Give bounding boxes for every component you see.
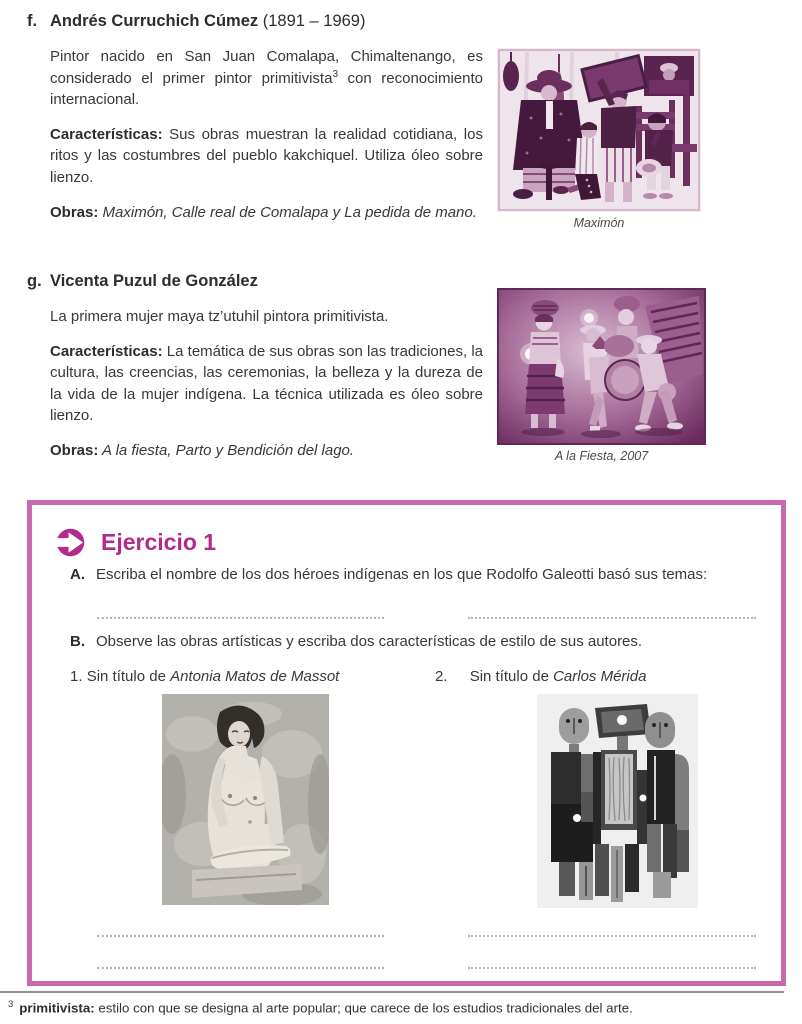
exercise-header [55,527,216,558]
artwork-artist-name: Carlos Mérida [553,668,647,685]
answer-line [468,967,756,969]
footnote-divider [0,991,784,993]
bio-caracteristicas-paragraph [50,341,483,427]
item-a-letter: A. [70,566,85,583]
bio-obras-paragraph [50,202,483,224]
item-b-letter: B. [70,633,85,650]
bio-intro-text-end: con reconocimiento internacional. [50,69,483,109]
matos-nude-painting-image [162,694,329,905]
bio-obras-paragraph [50,440,483,462]
figure-caption: Maximón [573,216,625,230]
item-b-text: Observe las obras artísticas y escriba dos características de estilo de sus autores. [96,633,643,650]
footnote-term: primitivista: [19,1000,95,1016]
artist-name: Andrés Curruchich Cúmez [50,12,259,30]
exercise-item-b [70,632,758,652]
section-g-heading [27,272,483,291]
arrow-right-circle-icon [55,527,86,558]
exercise-box [27,500,786,986]
caracteristicas-text: La temática de sus obras son las tradiciones, la cultura, las creencias, las ceremonias, la belleza y la dureza de la vida de la mujer indígena. La técnica utilizada es óleo sobre lienzo. [50,342,483,425]
artist-dates: (1891 – 1969) [262,12,366,30]
obras-label: Obras: [50,203,99,221]
artwork-title-text: Sin título de [469,668,549,685]
figure-caption: A la Fiesta, 2007 [554,449,649,463]
artwork-item-2 [435,668,646,685]
artwork-number: 2. [435,668,448,685]
section-letter: f. [27,12,38,30]
bio-intro-paragraph [50,46,483,111]
artwork-number: 1. [70,668,83,685]
caracteristicas-label: Características: [50,342,163,360]
footnote [8,999,633,1015]
artist-name: Vicenta Puzul de González [50,272,258,290]
artwork-title-text: Sin título de [86,668,166,685]
artwork-item-1 [70,668,339,685]
bio-intro-text: La primera mujer maya tz’utuhil pintora primitivista. [50,308,389,325]
footnote-reference: 3 [332,68,338,80]
exercise-title: Ejercicio 1 [101,529,217,555]
obras-list: Maximón, Calle real de Comalapa y La pedida de mano. [98,203,477,221]
section-f [27,12,483,236]
section-g [27,272,483,475]
section-f-heading [27,12,483,31]
artwork-artist-name: Antonia Matos de Massot [170,668,340,685]
a-la-fiesta-figure [497,288,706,463]
obras-list: A la fiesta, Parto y Bendición del lago. [98,441,355,459]
maximon-painting-image [497,48,701,212]
obras-label: Obras: [50,441,99,459]
answer-line [97,935,384,937]
a-la-fiesta-painting-image [497,288,706,445]
exercise-item-a [70,565,758,585]
bio-intro-paragraph [50,306,483,328]
merida-artwork-figure [537,694,698,908]
bio-intro-text: Pintor nacido en San Juan Comalapa, Chimaltenango, es considerado el primer pintor primitivista [50,48,483,87]
answer-line [468,617,756,619]
answer-line [468,935,756,937]
item-a-text: Escriba el nombre de los dos héroes indígenas en los que Rodolfo Galeotti basó sus temas: [96,566,708,583]
matos-artwork-figure [162,694,329,905]
footnote-ref-number: 3 [8,999,14,1010]
caracteristicas-label: Características: [50,125,163,143]
answer-line [97,967,384,969]
maximon-figure [497,48,701,230]
merida-abstract-painting-image [537,694,698,908]
section-letter: g. [27,272,42,290]
answer-line [97,617,384,619]
footnote-definition: estilo con que se designa al arte popular; que carece de los estudios tradicionales del arte. [94,1000,633,1016]
caracteristicas-text: Sus obras muestran la realidad cotidiana, los ritos y las costumbres del pueblo kakchiquel. Utiliza óleo sobre lienzo. [50,125,483,186]
bio-caracteristicas-paragraph [50,124,483,189]
